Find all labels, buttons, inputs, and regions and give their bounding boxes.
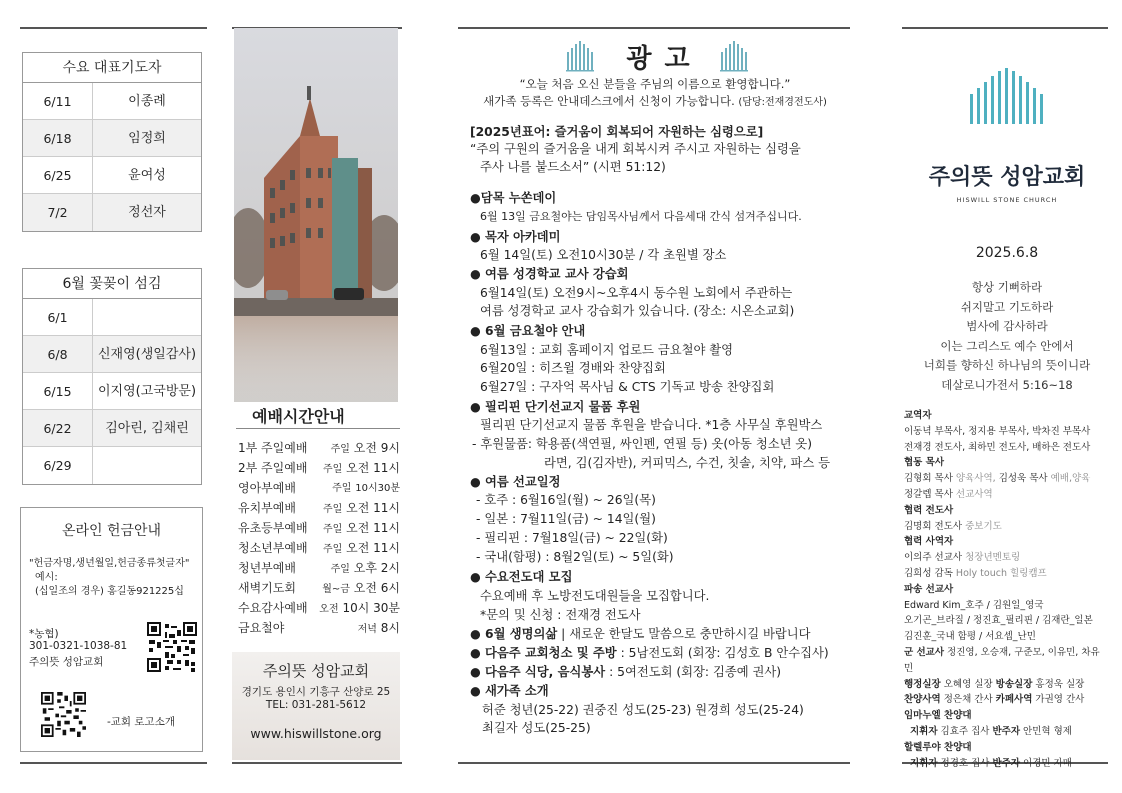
table-row xyxy=(23,157,201,194)
flowers-table-title: 6월 꽃꽂이 섬김 xyxy=(23,269,201,299)
staff-line xyxy=(904,519,1104,535)
row-date: 6/25 xyxy=(23,157,93,193)
row-date: 6/11 xyxy=(23,83,93,119)
staff-text: 홍정욱 실장 xyxy=(1032,678,1085,690)
notice-item-line: - 후원물품: 학용품(색연필, 싸인펜, 연필 등) 옷(아동 청소년 옷) xyxy=(472,437,813,451)
verse-text: | 새로운 한달도 말씀으로 충만하시길 바랍니다 xyxy=(557,627,811,641)
row-date: 6/8 xyxy=(23,336,93,372)
notice-item-line: 6월13일 : 교회 홈페이지 업로드 금요철야 촬영 xyxy=(480,343,734,357)
service-day: 주일 xyxy=(322,544,343,555)
staff-role: 청장년멘토링 xyxy=(962,552,1021,564)
worship-row xyxy=(238,499,400,516)
newcomer-line: 최길자 성도(25-25) xyxy=(482,721,591,735)
table-row xyxy=(23,83,201,120)
welcome-text: 새가족 등록은 안내데스크에서 신청이 가능합니다. xyxy=(483,94,735,108)
row-date: 7/2 xyxy=(23,194,93,231)
staff-role: Holy touch 힐링캠프 xyxy=(952,567,1047,579)
staff-heading: 협력 전도사 xyxy=(904,504,954,516)
worship-row xyxy=(238,579,400,596)
staff-role: 선교사역 xyxy=(952,488,993,500)
welcome-line xyxy=(470,93,840,109)
church-logo-icon xyxy=(966,68,1046,128)
notice-item-line: - 필리핀 : 7월18일(금) ~ 22일(화) xyxy=(476,531,668,545)
notice-item-title: ● 수요전도대 모집 xyxy=(470,570,573,584)
staff-role: 예배,양육 xyxy=(1047,473,1091,485)
staff-line xyxy=(904,645,1104,677)
notice-item-line: 여름 성경학교 교사 강습회가 있습니다. (장소: 시온소교회) xyxy=(480,304,795,318)
staff-heading: 임마누엘 찬양대 xyxy=(904,710,972,722)
service-day: 월~금 xyxy=(322,584,350,595)
staff-text: 안민혁 형제 xyxy=(1020,725,1072,737)
staff-text: 오혜영 실장 xyxy=(940,678,996,690)
notice-item-title: ● 목자 아카데미 xyxy=(470,230,561,244)
verse-line: 너희를 향하신 하나님의 뜻이니라 xyxy=(923,358,1091,372)
staff-line xyxy=(904,756,1104,772)
verse-line: 항상 기뻐하라 xyxy=(971,280,1043,294)
staff-line xyxy=(904,724,1104,740)
newcomer-line: 허준 청년(25-22) 권중진 성도(25-23) 원경희 성도(25-24) xyxy=(482,703,804,717)
service-name: 1부 주일예배 xyxy=(238,441,308,455)
service-time: 오전 6시 xyxy=(353,581,400,595)
row-name: 김아린, 김채린 xyxy=(105,421,189,436)
service-day: 주일 xyxy=(322,464,343,475)
service-time: 10시30분 xyxy=(355,483,400,494)
church-address: 경기도 용인시 기흥구 산양로 25 xyxy=(241,686,391,698)
cleaning-title: ● 다음주 교회청소 및 주방 xyxy=(470,646,617,660)
logo-qr-icon[interactable] xyxy=(41,692,86,737)
service-time: 8시 xyxy=(380,621,400,635)
table-row xyxy=(23,410,201,447)
row-date: 6/15 xyxy=(23,373,93,409)
service-time: 오후 2시 xyxy=(353,561,400,575)
row-date: 6/1 xyxy=(23,299,93,335)
staff-name: 김희성 감독 xyxy=(904,567,953,579)
organ-pipes-icon xyxy=(720,40,750,72)
staff-text: 정경호 집사 xyxy=(937,757,993,769)
cover-verse xyxy=(906,278,1108,395)
service-day: 오전 xyxy=(319,604,339,615)
divider xyxy=(236,428,400,429)
staff-heading: 반주자 xyxy=(992,725,1021,737)
service-time: 오전 9시 xyxy=(353,441,400,455)
staff-line xyxy=(904,677,1104,693)
service-time: 오전 11시 xyxy=(346,521,400,535)
church-info-box xyxy=(232,652,400,760)
service-name: 유초등부예배 xyxy=(238,521,308,535)
notice-item-line: 6월 13일 금요철야는 담임목사님께서 다음세대 간식 섬겨주십니다. xyxy=(480,210,802,223)
row-name: 이종례 xyxy=(128,94,166,109)
staff-name: 김성욱 목사 xyxy=(998,473,1048,485)
staff-name: 김형회 목사 xyxy=(904,473,953,485)
row-date: 6/18 xyxy=(23,120,93,156)
giving-example-label: 예시: xyxy=(35,572,58,583)
staff-line xyxy=(904,566,1104,582)
logo-intro-label: -교회 로고소개 xyxy=(107,716,175,728)
service-name: 영아부예배 xyxy=(238,481,296,495)
worship-row xyxy=(238,479,400,496)
table-row xyxy=(23,373,201,410)
divider xyxy=(20,762,207,764)
table-row xyxy=(23,447,201,484)
notice-cleaning xyxy=(470,644,840,662)
notice-item-title: ● 여름 선교일정 xyxy=(470,475,561,489)
staff-list xyxy=(904,408,1104,771)
table-row xyxy=(23,194,201,231)
service-name: 청소년부예배 xyxy=(238,541,308,555)
divider xyxy=(232,762,402,764)
row-name: 신재영(생일감사) xyxy=(97,347,197,362)
account-number: 301-0321-1038-81 xyxy=(29,640,128,652)
church-website-link[interactable]: www.hiswillstone.org xyxy=(250,726,382,741)
staff-text: 정진영, 오승재, 구준모, 이유민, 차유민 xyxy=(904,646,1100,674)
service-day: 주일 xyxy=(322,524,343,535)
meal-title: ● 다음주 식당, 음식봉사 xyxy=(470,665,606,679)
welcome-line: “오늘 처음 오신 분들을 주님의 이름으로 환영합니다.” xyxy=(519,77,791,91)
welcome-contact: (담당:전재경전도사) xyxy=(738,97,827,108)
staff-heading: 협력 사역자 xyxy=(904,536,954,548)
worship-row xyxy=(238,599,400,616)
church-tel: TEL: 031-281-5612 xyxy=(265,699,367,711)
row-name xyxy=(93,447,201,484)
service-name: 2부 주일예배 xyxy=(238,461,308,475)
service-time: 오전 11시 xyxy=(346,501,400,515)
staff-line: Edward Kim_호주 / 김원일_영국 xyxy=(904,599,1044,611)
staff-line xyxy=(904,487,1104,503)
bulletin-date: 2025.6.8 xyxy=(975,245,1039,261)
staff-role: 중보기도 xyxy=(962,520,1002,532)
giving-format: "헌금자명,생년월일,헌금종류첫글자" xyxy=(29,558,190,569)
row-name xyxy=(93,299,201,335)
service-time: 10시 30분 xyxy=(342,601,400,615)
notice-item-line: 필리핀 단기선교지 물품 후원을 받습니다. *1층 사무실 후원박스 xyxy=(480,418,823,432)
giving-qr-icon[interactable] xyxy=(147,622,197,672)
staff-heading: 지휘자 xyxy=(910,725,938,737)
notice-item-line: - 일본 : 7월11일(금) ~ 14일(월) xyxy=(476,512,656,526)
flowers-table xyxy=(22,268,202,485)
meal-text: : 5여전도회 (회장: 김종예 권사) xyxy=(605,665,782,679)
verse-line: 범사에 감사하라 xyxy=(966,319,1048,333)
newcomer-title: ● 새가족 소개 xyxy=(470,684,549,698)
staff-text: 김효주 집사 xyxy=(937,725,993,737)
notice-item-line: - 국내(함평) : 8월2일(토) ~ 5일(화) xyxy=(476,550,674,564)
verse-title: ● 6월 생명의삶 xyxy=(470,627,558,641)
row-date: 6/22 xyxy=(23,410,93,446)
row-name: 임정희 xyxy=(128,131,166,146)
church-building-photo xyxy=(234,28,398,402)
service-day: 주일 xyxy=(332,483,352,494)
service-time: 오전 11시 xyxy=(346,541,400,555)
service-day: 주일 xyxy=(330,444,350,455)
prayer-table xyxy=(22,52,202,232)
church-info-name: 주의뜻 성암교회 xyxy=(262,662,370,680)
cover-church-name: 주의뜻 성암교회 xyxy=(928,165,1086,190)
staff-line xyxy=(904,692,1104,708)
staff-line: 김진훈_국내 함평 / 서요셉_난민 xyxy=(904,631,1036,643)
notice-meal xyxy=(470,663,840,681)
cover-church-english: HISWILL STONE CHURCH xyxy=(956,196,1058,204)
staff-heading: 협동 목사 xyxy=(904,457,945,469)
notice-item-title: ● 6월 금요철야 안내 xyxy=(470,324,586,338)
account-holder: 주의뜻 성암교회 xyxy=(29,656,104,668)
staff-name: 김명회 전도사 xyxy=(904,520,963,532)
staff-line: 전재경 전도사, 최하민 전도사, 배하은 전도사 xyxy=(904,441,1091,453)
cleaning-text: : 5남전도회 (회장: 김성호 B 안수집사) xyxy=(616,646,829,660)
row-name: 윤여성 xyxy=(128,168,166,183)
motto-line: 주사 나를 붙드소서” (시편 51:12) xyxy=(480,160,666,174)
service-day: 주일 xyxy=(322,504,343,515)
staff-heading: 파송 선교사 xyxy=(904,583,954,595)
online-giving-box xyxy=(20,507,203,752)
staff-heading: 방송실장 xyxy=(995,678,1033,690)
worship-row xyxy=(238,459,400,476)
staff-heading: 교역자 xyxy=(904,410,932,421)
service-name: 금요철야 xyxy=(238,621,285,635)
worship-row xyxy=(238,439,400,456)
staff-heading: 행정실장 xyxy=(904,678,941,690)
notice-item-line: - 호주 : 6월16일(월) ~ 26일(목) xyxy=(476,493,656,507)
organ-pipes-icon xyxy=(566,40,596,72)
service-time: 오전 11시 xyxy=(346,461,400,475)
staff-name: 정갈렙 목사 xyxy=(904,488,953,500)
staff-heading: 할렐루야 찬양대 xyxy=(904,741,972,753)
giving-example: (십일조의 경우) 홍길동921225십 xyxy=(35,586,184,597)
row-date: 6/29 xyxy=(23,447,93,484)
divider xyxy=(458,762,850,764)
divider xyxy=(902,27,1108,29)
notice-item-line: 6월27일 : 구자억 목사님 & CTS 기독교 방송 찬양집회 xyxy=(480,380,775,394)
worship-title: 예배시간안내 xyxy=(252,407,345,426)
staff-text: 가권영 간사 xyxy=(1032,694,1085,706)
service-day: 주일 xyxy=(330,564,350,575)
notice-title: 광 고 xyxy=(626,44,692,74)
bank-name: *농협) xyxy=(29,628,59,640)
motto-title: [2025년표어: 즐거움이 회복되어 자원하는 심령으로] xyxy=(470,125,764,139)
staff-name: 이의주 선교사 xyxy=(904,552,963,564)
notice-item-title: ● 필리핀 단기선교지 물품 후원 xyxy=(470,400,641,414)
notice-item-line: 6월 14일(토) 오전10시30분 / 각 초원별 장소 xyxy=(480,248,727,262)
service-day: 저녁 xyxy=(357,624,377,635)
staff-role: 양육사역, xyxy=(952,473,999,485)
notice-item-line: 라면, 김(김자반), 커피믹스, 수건, 칫솔, 치약, 파스 등 xyxy=(544,456,831,470)
staff-line: 이동녁 부목사, 정지용 부목사, 박차진 부목사 xyxy=(904,425,1091,437)
table-row xyxy=(23,299,201,336)
service-name: 유치부예배 xyxy=(238,501,296,515)
notice-item-line: 6월20일 : 히즈윌 경배와 찬양집회 xyxy=(480,361,666,375)
notice-verse xyxy=(470,625,840,643)
staff-heading: 찬양사역 xyxy=(904,694,941,706)
notice-item-title: ●담목 누쏜데이 xyxy=(470,191,557,205)
service-name: 수요감사예배 xyxy=(238,601,308,615)
staff-heading: 반주자 xyxy=(992,757,1021,769)
worship-row xyxy=(238,619,400,636)
prayer-table-title: 수요 대표기도자 xyxy=(23,53,201,83)
notice-item-line: 수요예배 후 노방전도대원들을 모집합니다. xyxy=(480,589,710,603)
staff-line: 오기곤_브라질 / 정진효_필리핀 / 김재란_일본 xyxy=(904,615,1093,627)
notice-item-line: 6월14일(토) 오전9시~오후4시 동수원 노회에서 주관하는 xyxy=(480,286,793,300)
giving-title: 온라인 헌금안내 xyxy=(61,523,162,539)
divider xyxy=(458,27,850,29)
service-name: 청년부예배 xyxy=(238,561,296,575)
staff-line xyxy=(904,550,1104,566)
staff-heading: 군 선교사 xyxy=(904,646,945,658)
row-name: 정선자 xyxy=(128,205,166,220)
staff-text: 정은채 간사 xyxy=(940,694,996,706)
verse-line: 이는 그리스도 예수 안에서 xyxy=(940,338,1074,353)
motto-line: “주의 구원의 즐거움을 내게 회복시켜 주시고 자원하는 심령을 xyxy=(470,142,801,156)
divider xyxy=(20,27,207,29)
table-row xyxy=(23,336,201,373)
worship-row xyxy=(238,559,400,576)
worship-row xyxy=(238,539,400,556)
notice-item-line: *문의 및 신청 : 전재경 전도사 xyxy=(480,608,641,622)
staff-heading: 카페사역 xyxy=(995,694,1033,706)
staff-line xyxy=(904,471,1104,487)
row-name: 이지영(고국방문) xyxy=(97,384,197,399)
verse-line: 데살로니가전서 5:16~18 xyxy=(941,377,1073,392)
staff-text: 이경민 자매 xyxy=(1020,757,1072,769)
worship-row xyxy=(238,519,400,536)
service-name: 새벽기도회 xyxy=(238,581,296,595)
table-row xyxy=(23,120,201,157)
staff-heading: 지휘자 xyxy=(910,757,938,769)
notice-item-title: ● 여름 성경학교 교사 강습회 xyxy=(470,267,629,281)
verse-line: 쉬지말고 기도하라 xyxy=(960,299,1054,314)
